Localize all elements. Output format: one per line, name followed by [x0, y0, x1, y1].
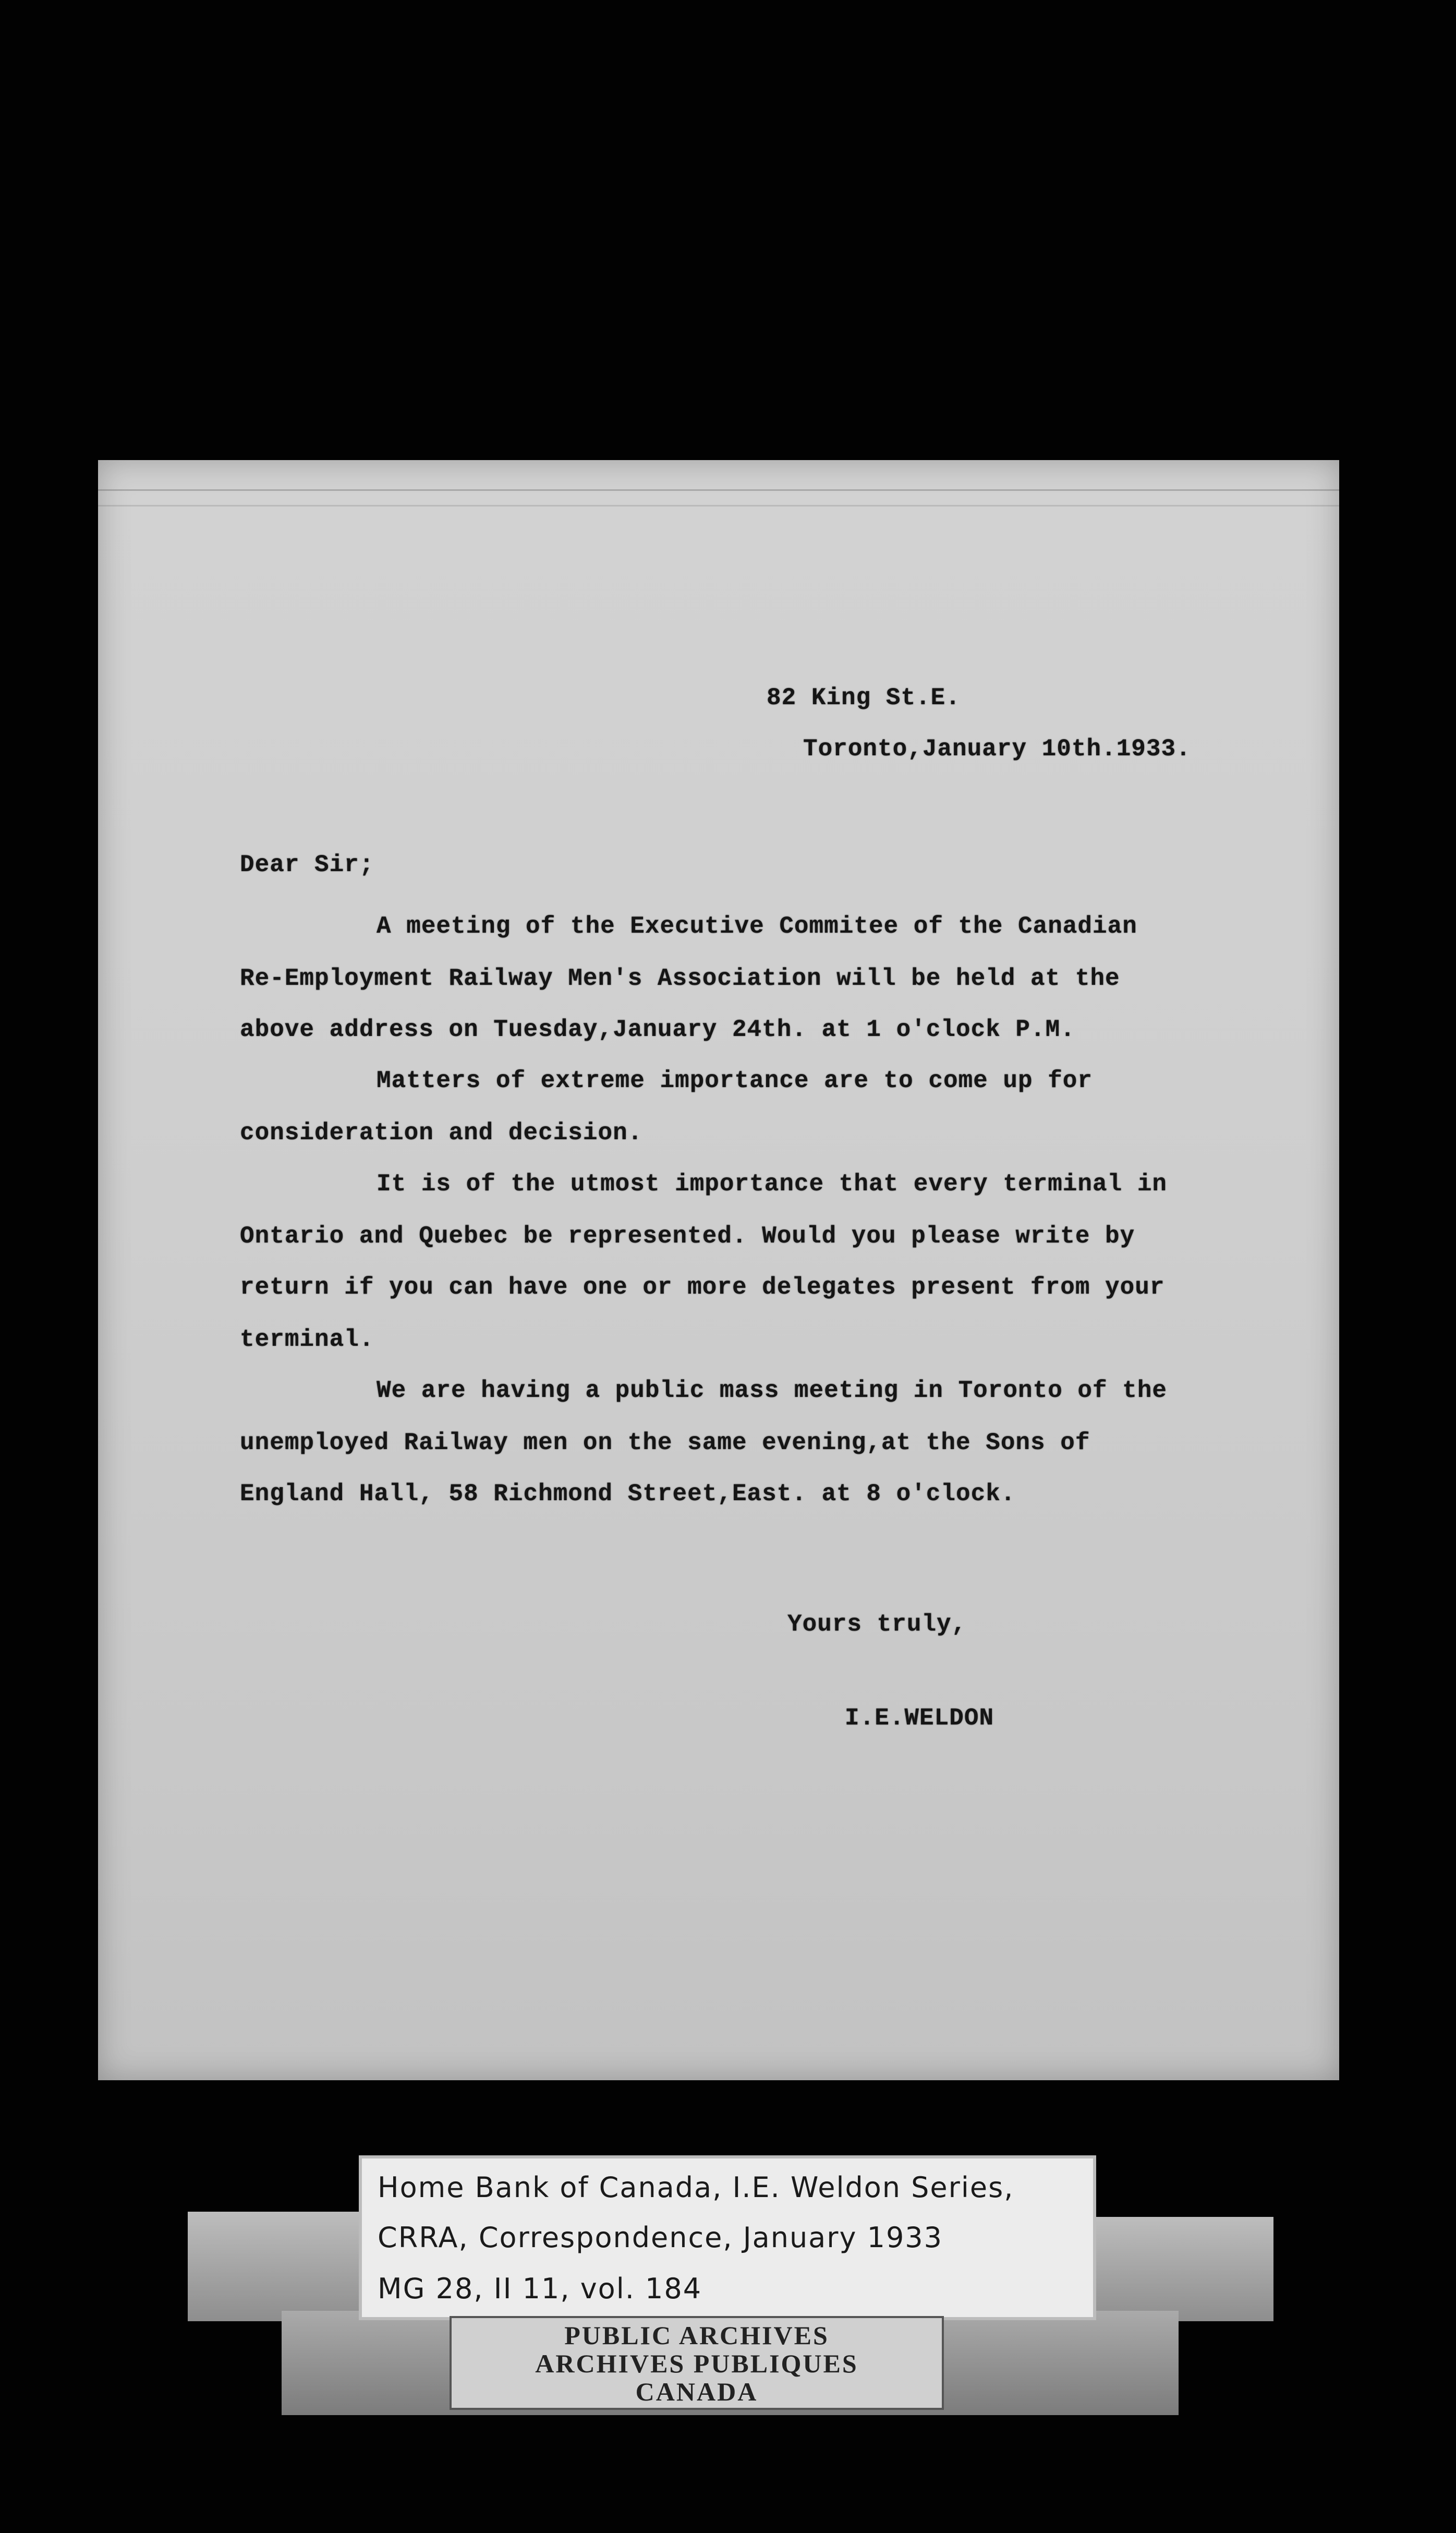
stamp-line-1: PUBLIC ARCHIVES [564, 2321, 829, 2350]
address-line-2: Toronto,January 10th.1933. [803, 735, 1191, 763]
label-line-2: CRRA, Correspondence, January 1933 [378, 2221, 943, 2254]
body-line: Ontario and Quebec be represented. Would you please write by [240, 1223, 1135, 1250]
stamp-line-2: ARCHIVES PUBLIQUES [535, 2349, 858, 2378]
salutation: Dear Sir; [240, 851, 374, 878]
address-line-1: 82 King St.E. [767, 684, 961, 711]
label-line-1: Home Bank of Canada, I.E. Weldon Series, [378, 2171, 1014, 2204]
body-line: above address on Tuesday,January 24th. at 1 o'clock P.M. [240, 1016, 1075, 1043]
sheet-fold-line [98, 505, 1339, 506]
body-line: We are having a public mass meeting in Toronto of the [377, 1377, 1168, 1404]
body-line: terminal. [240, 1326, 374, 1353]
body-line: unemployed Railway men on the same evening,at the Sons of [240, 1429, 1090, 1456]
archives-stamp [450, 2316, 944, 2410]
sheet-fold-line [98, 489, 1339, 491]
holder-right-block [1096, 2217, 1273, 2321]
body-line: A meeting of the Executive Commitee of the Canadian [377, 913, 1137, 940]
body-line: consideration and decision. [240, 1119, 643, 1147]
body-line: It is of the utmost importance that every terminal in [377, 1171, 1168, 1198]
signature: I.E.WELDON [845, 1705, 994, 1732]
stamp-line-3: CANADA [635, 2377, 758, 2406]
body-line: return if you can have one or more delegates present from your [240, 1274, 1165, 1301]
archive-reference-label [359, 2155, 1096, 2320]
body-line: England Hall, 58 Richmond Street,East. at 8 o'clock. [240, 1480, 1016, 1507]
body-line: Re-Employment Railway Men's Association will be held at the [240, 965, 1120, 992]
body-line: Matters of extreme importance are to come up for [377, 1067, 1093, 1094]
letter-sheet [98, 460, 1339, 2080]
holder-left-block [188, 2212, 360, 2321]
label-line-3: MG 28, II 11, vol. 184 [378, 2272, 702, 2305]
closing: Yours truly, [787, 1611, 967, 1638]
